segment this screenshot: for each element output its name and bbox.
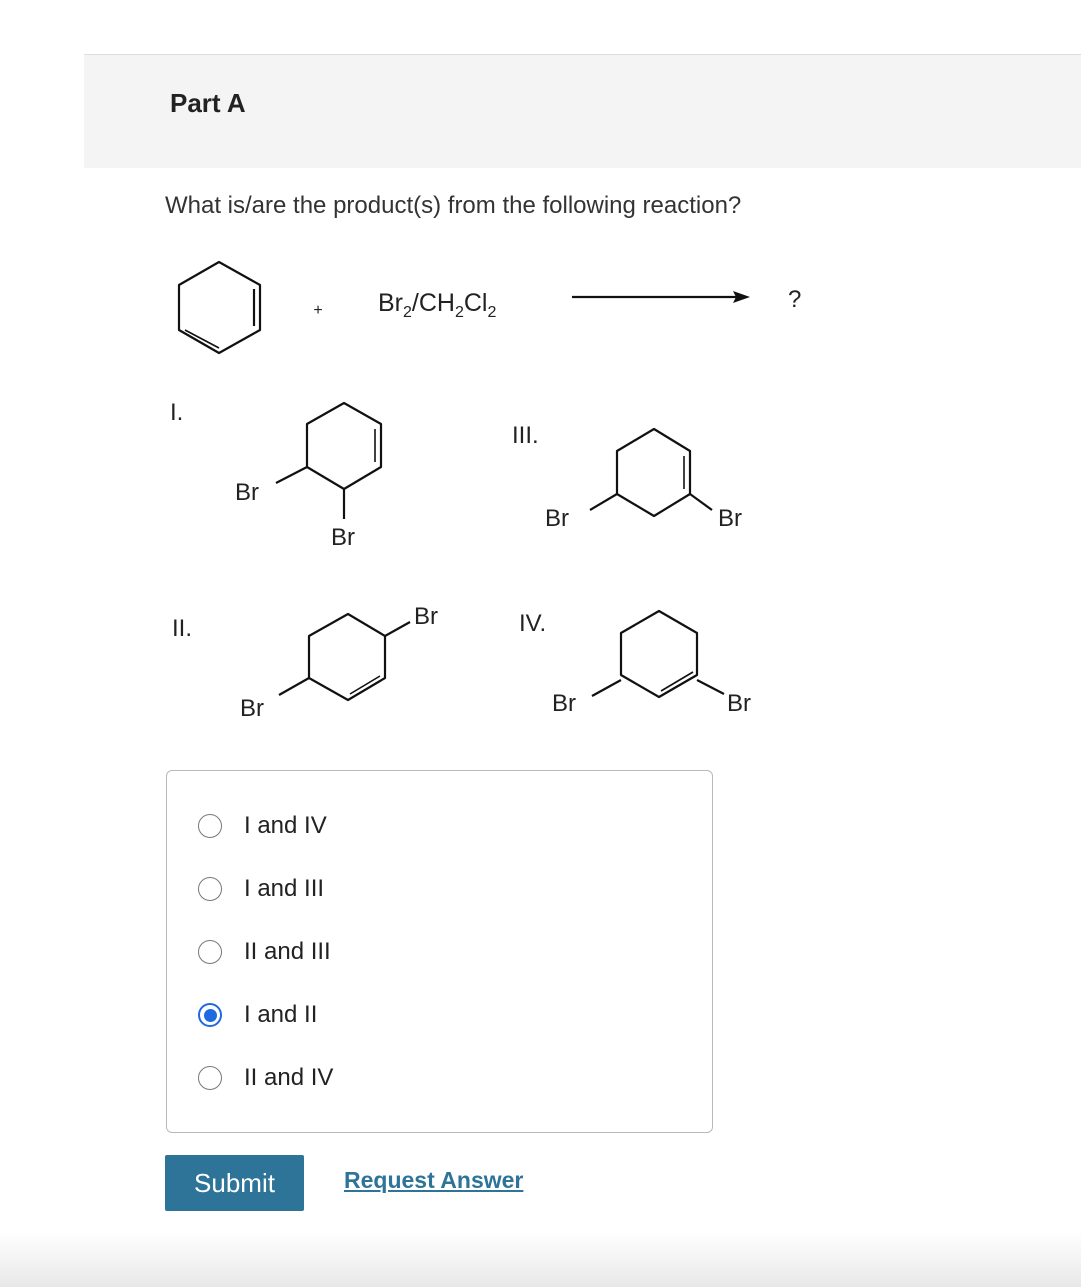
ii-br-1: Br [414,603,438,630]
choice-i-and-ii[interactable] [198,999,317,1031]
radio-button[interactable] [198,877,222,901]
product-unknown: ? [788,286,802,313]
question-text: What is/are the product(s) from the following reaction? [165,192,742,219]
iv-br-1: Br [552,690,576,717]
choice-ii-and-iii[interactable] [198,936,331,968]
radio-dot [204,1009,217,1022]
choice-label: I and III [244,875,325,902]
choice-ii-and-iv[interactable] [198,1062,333,1094]
iii-br-2: Br [718,505,742,532]
submit-button[interactable]: Submit [165,1155,304,1211]
structure-iv-ring [592,611,724,697]
choice-label: I and IV [244,812,327,839]
label-iv: IV. [519,610,547,637]
iv-br-2: Br [727,690,751,717]
structure-iii-ring [590,429,712,516]
choice-i-and-iii[interactable] [198,873,324,905]
structure-ii-ring [279,614,410,700]
choice-label: II and III [244,938,331,965]
radio-button[interactable] [198,940,222,964]
cyclohexene-reactant [179,262,260,353]
label-ii: II. [172,615,193,642]
reagent-formula: $Br_2/CH_2Cl_2$ [378,289,497,321]
radio-button-selected[interactable] [198,1003,222,1027]
plus-sign: + [313,302,323,319]
choice-label: II and IV [244,1064,334,1091]
ii-br-2: Br [240,695,264,722]
request-answer-link[interactable]: Request Answer [344,1167,524,1193]
iii-br-1: Br [545,505,569,532]
label-i: I. [170,399,184,426]
page-bottom-fade [0,1232,1081,1287]
radio-button[interactable] [198,1066,222,1090]
structure-i-ring [276,403,381,519]
label-iii: III. [512,422,539,449]
radio-button[interactable] [198,814,222,838]
answer-choices-box [166,770,713,1133]
part-title: Part A [170,88,246,118]
reaction-arrow [572,291,750,303]
i-br-2: Br [331,524,355,551]
choice-i-and-iv[interactable] [198,810,327,842]
i-br-1: Br [235,479,259,506]
choice-label: I and II [244,1001,318,1028]
